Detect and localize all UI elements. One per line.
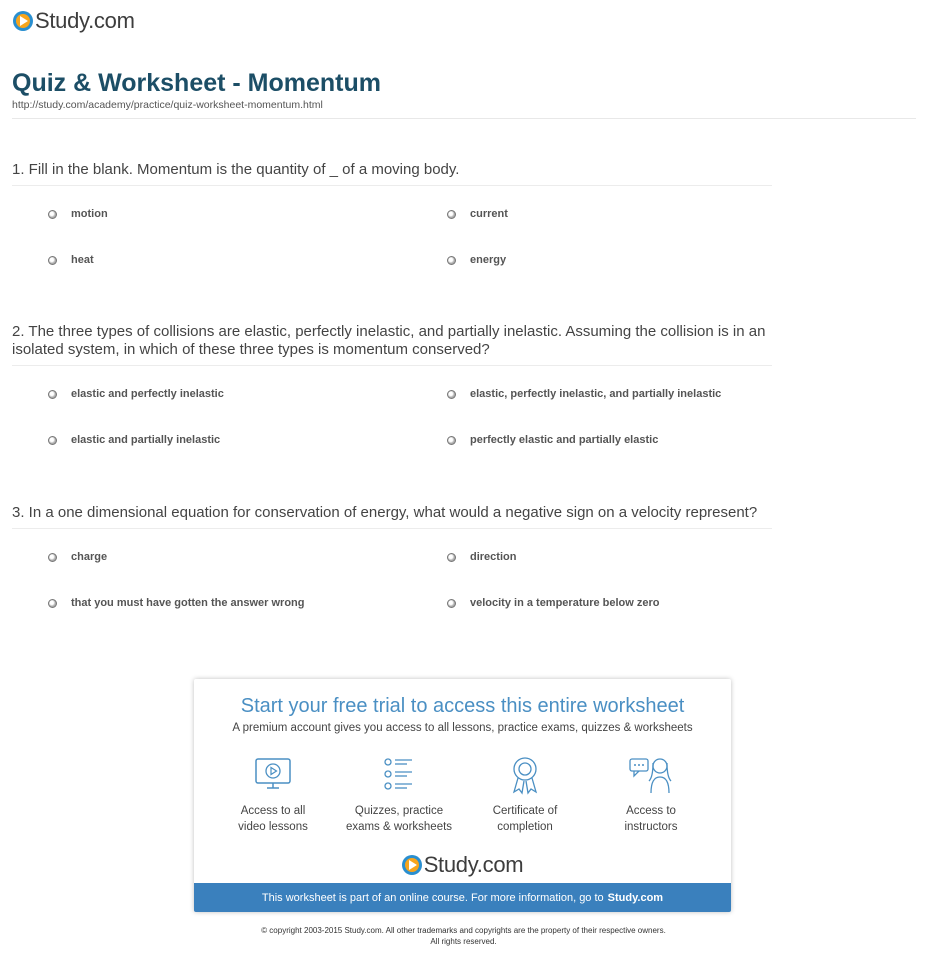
radio-icon[interactable] <box>48 436 57 445</box>
logo-text: Study.com <box>423 852 524 877</box>
feature-instructors <box>586 755 716 835</box>
answer-options <box>12 186 916 296</box>
promo-study-logo[interactable] <box>194 852 731 878</box>
option-label: motion <box>71 208 108 220</box>
option-label: heat <box>71 254 94 266</box>
radio-icon[interactable] <box>447 553 456 562</box>
promo-subtitle: A premium account gives you access to all lessons, practice exams, quizzes & worksheets <box>232 722 693 734</box>
option-label: elastic, perfectly inelastic, and partially inelastic <box>470 388 722 400</box>
quiz-list-icon <box>379 755 419 795</box>
divider <box>12 118 916 119</box>
feature-label: Access to all video lessons <box>238 805 308 833</box>
feature-label: Access to instructors <box>624 805 678 833</box>
option-label: elastic and perfectly inelastic <box>71 388 224 400</box>
answer-option[interactable] <box>447 208 508 220</box>
answer-option[interactable] <box>48 208 108 220</box>
radio-icon[interactable] <box>447 599 456 608</box>
option-label: that you must have gotten the answer wrong <box>71 597 305 609</box>
video-lesson-icon <box>253 755 293 795</box>
answer-option[interactable] <box>447 434 658 446</box>
answer-option[interactable] <box>48 434 220 446</box>
feature-video-lessons <box>208 755 338 835</box>
question-text: 3. In a one dimensional equation for conservation of energy, what would a negative sign on a velocity represent? <box>12 504 772 529</box>
radio-icon[interactable] <box>48 599 57 608</box>
study-logo[interactable] <box>13 8 135 34</box>
option-label: charge <box>71 551 108 563</box>
radio-icon[interactable] <box>447 390 456 399</box>
promo-bar-text: This worksheet is part of an online course. For more information, go to <box>261 891 604 904</box>
promo-title[interactable]: Start your free trial to access this entire worksheet <box>240 695 685 717</box>
radio-icon[interactable] <box>48 553 57 562</box>
question-text: 2. The three types of collisions are elastic, perfectly inelastic, and partially inelastic. Assuming the collision is in an isolated system, in which of these three types is momentum conserved? <box>12 323 772 366</box>
radio-icon[interactable] <box>447 436 456 445</box>
answer-option[interactable] <box>48 597 304 609</box>
feature-label: Certificate of completion <box>492 805 558 833</box>
question-2 <box>12 323 916 476</box>
certificate-icon <box>505 755 545 795</box>
free-trial-promo <box>194 679 731 912</box>
answer-options <box>12 366 916 476</box>
play-logo-icon <box>402 855 422 875</box>
option-label: perfectly elastic and partially elastic <box>470 434 659 446</box>
answer-option[interactable] <box>48 388 224 400</box>
answer-options <box>12 529 916 639</box>
radio-icon[interactable] <box>48 390 57 399</box>
feature-certificate <box>460 755 590 835</box>
answer-option[interactable] <box>48 254 94 266</box>
question-text: 1. Fill in the blank. Momentum is the quantity of _ of a moving body. <box>12 161 772 186</box>
option-label: velocity in a temperature below zero <box>470 597 660 609</box>
option-label: current <box>470 208 508 220</box>
radio-icon[interactable] <box>48 210 57 219</box>
answer-option[interactable] <box>447 388 721 400</box>
option-label: elastic and partially inelastic <box>71 434 221 446</box>
logo-text: Study.com <box>35 8 135 33</box>
play-logo-icon <box>13 11 33 31</box>
radio-icon[interactable] <box>48 256 57 265</box>
question-1 <box>12 161 916 296</box>
study-com-link[interactable]: Study.com <box>607 891 664 904</box>
answer-option[interactable] <box>447 254 506 266</box>
page-url[interactable]: http://study.com/academy/practice/quiz-worksheet-momentum.html <box>12 99 323 111</box>
radio-icon[interactable] <box>447 210 456 219</box>
copyright-footer <box>0 925 927 947</box>
option-label: energy <box>470 254 507 266</box>
page-title: Quiz & Worksheet - Momentum <box>12 69 382 97</box>
option-label: direction <box>470 551 517 563</box>
question-3 <box>12 504 916 639</box>
answer-option[interactable] <box>48 551 107 563</box>
radio-icon[interactable] <box>447 256 456 265</box>
instructors-icon <box>627 755 675 795</box>
copyright-line: © copyright 2003-2015 Study.com. All other trademarks and copyrights are the property of their respective owners. <box>261 926 666 935</box>
answer-option[interactable] <box>447 551 516 563</box>
feature-quizzes <box>334 755 464 835</box>
feature-label: Quizzes, practice exams & worksheets <box>345 805 453 833</box>
promo-info-bar <box>194 883 731 912</box>
answer-option[interactable] <box>447 597 660 609</box>
copyright-line: All rights reserved. <box>430 937 497 946</box>
